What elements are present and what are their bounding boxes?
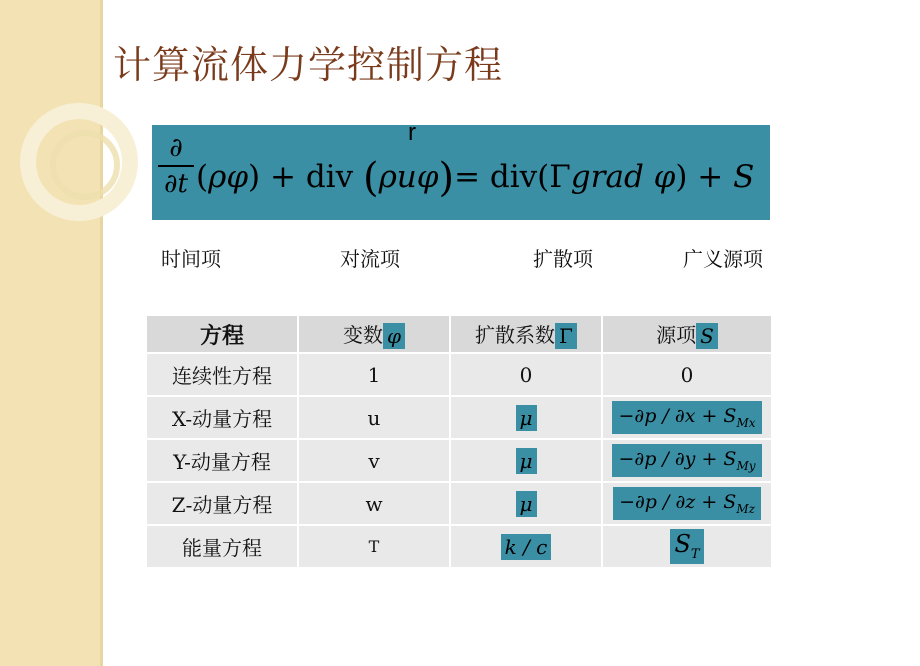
row-diffusion	[451, 483, 601, 524]
row-diffusion	[451, 397, 601, 438]
row-diffusion	[451, 440, 601, 481]
table-row	[147, 440, 771, 481]
table-row	[147, 354, 771, 395]
row-source	[603, 526, 771, 567]
row-source	[603, 483, 771, 524]
side-divider	[100, 0, 103, 666]
equations-table	[145, 314, 773, 569]
frac-numerator: ∂	[169, 133, 183, 163]
term-label-time: 时间项	[161, 247, 221, 271]
row-source	[603, 440, 771, 481]
row-variable: 1	[299, 354, 449, 395]
table-row	[147, 397, 771, 438]
phi-symbol: φ	[383, 323, 405, 349]
term-label-convection: 对流项	[340, 247, 400, 271]
table-row	[147, 483, 771, 524]
row-variable: v	[299, 440, 449, 481]
source-term: $S_T$	[670, 529, 703, 564]
table-row	[147, 526, 771, 567]
row-name: Z-动量方程	[147, 483, 297, 524]
slide-title: 计算流体力学控制方程	[113, 43, 504, 87]
row-diffusion: 0	[451, 354, 601, 395]
frac-denominator: ∂t	[164, 169, 188, 199]
side-decoration-panel	[0, 0, 100, 666]
k-over-c-symbol: k / c	[501, 534, 552, 560]
row-variable: T	[299, 526, 449, 567]
header-diffusion: 扩散系数 Γ	[451, 316, 601, 352]
header-source: 源项 S	[603, 316, 771, 352]
row-source: 0	[603, 354, 771, 395]
term-label-diffusion: 扩散项	[533, 247, 593, 271]
mu-symbol: μ	[516, 491, 537, 517]
mu-symbol: μ	[516, 405, 537, 431]
row-source	[603, 397, 771, 438]
row-name: 能量方程	[147, 526, 297, 567]
header-equation: 方程	[147, 316, 297, 352]
ring-decoration-inner	[50, 130, 120, 200]
row-name: 连续性方程	[147, 354, 297, 395]
mu-symbol: μ	[516, 448, 537, 474]
equation-body: (ρφ) + div (ρuφ)= div(Γgrad φ) + S	[196, 155, 755, 201]
source-term: $-\partial p / \partial z + S_{Mz}$	[613, 487, 761, 520]
governing-equation	[152, 119, 770, 220]
row-variable: u	[299, 397, 449, 438]
vector-mark: r	[408, 119, 416, 146]
row-name: X-动量方程	[147, 397, 297, 438]
s-symbol: S	[696, 323, 718, 349]
row-diffusion	[451, 526, 601, 567]
term-label-source: 广义源项	[683, 247, 763, 271]
row-variable: w	[299, 483, 449, 524]
source-term: $-\partial p / \partial y + S_{My}$	[612, 444, 761, 477]
header-variable: 变数 φ	[299, 316, 449, 352]
source-term: $-\partial p / \partial x + S_{Mx}$	[612, 401, 761, 434]
row-name: Y-动量方程	[147, 440, 297, 481]
gamma-symbol: Γ	[555, 323, 577, 349]
table-header-row	[147, 316, 771, 352]
time-derivative	[158, 133, 194, 199]
